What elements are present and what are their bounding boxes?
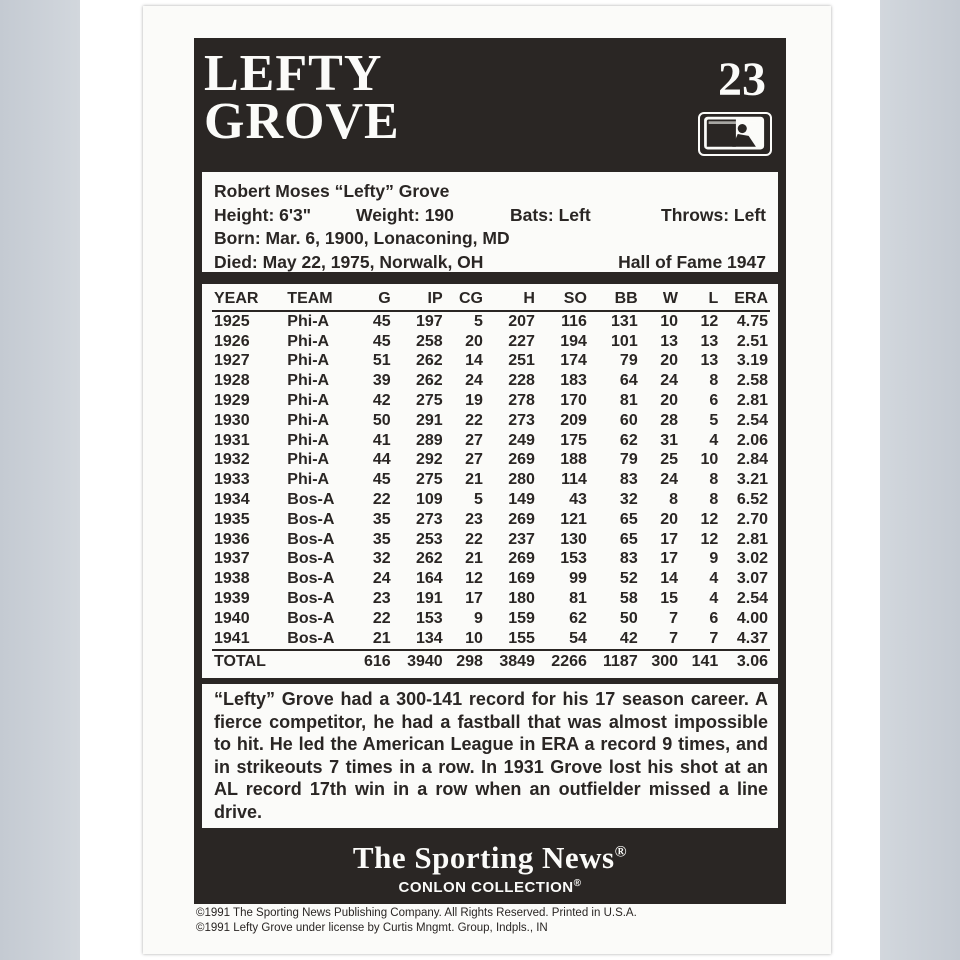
stats-cell-year: 1933	[214, 471, 250, 489]
table-row	[212, 332, 770, 352]
stats-cell-bb: 42	[619, 629, 638, 647]
stats-cell-l: 13	[700, 332, 719, 350]
stats-cell-g: 42	[372, 392, 391, 410]
stats-cell-era: 2.06	[736, 431, 768, 449]
career-stats-panel	[202, 284, 778, 678]
stats-cell-l: 13	[700, 352, 719, 370]
stats-cell-team: Phi-A	[287, 392, 330, 410]
stats-cell-era: 2.58	[736, 372, 768, 390]
stats-cell-year: 1926	[214, 332, 250, 350]
stats-cell-team: Phi-A	[287, 411, 330, 429]
card-header	[194, 38, 786, 168]
stats-cell-so: 81	[569, 590, 587, 608]
stats-cell-ip: 275	[415, 392, 443, 410]
table-row	[212, 589, 770, 609]
stats-cell-year: 1927	[214, 352, 250, 370]
stats-cell-ip: 153	[415, 609, 443, 627]
table-row	[212, 311, 770, 332]
stats-cell-cg: 27	[465, 431, 483, 449]
stats-cell-team: Bos-A	[287, 550, 335, 568]
stats-cell-w: 24	[660, 372, 679, 390]
stats-cell-ip: 262	[415, 550, 443, 568]
stats-cell-year: 1941	[214, 629, 250, 647]
registered-mark: ®	[614, 843, 628, 861]
stats-cell-bb: 62	[619, 431, 638, 449]
stats-cell-g: 50	[372, 411, 391, 429]
stats-cell-ip: 197	[415, 312, 443, 330]
stats-cell-h: 149	[508, 491, 535, 509]
stats-cell-bb: 58	[619, 590, 638, 608]
stats-cell-so: 99	[569, 570, 587, 588]
stats-cell-ip: 262	[415, 352, 443, 370]
stats-header-g: G	[352, 288, 392, 311]
stats-cell-team	[285, 650, 352, 673]
stats-cell-ip: 134	[415, 629, 443, 647]
stats-header-bb: BB	[589, 288, 640, 311]
height-value: Height: 6'3"	[214, 204, 312, 225]
player-bio-panel	[202, 172, 778, 272]
stats-cell-h: 273	[508, 411, 535, 429]
stats-cell-bb: 83	[619, 471, 638, 489]
stats-cell-so: 175	[560, 431, 587, 449]
stats-cell-era: 2.51	[736, 332, 768, 350]
stats-cell-ip: 258	[415, 332, 443, 350]
stats-cell-cg: 24	[465, 372, 483, 390]
born-value: Born: Mar. 6, 1900, Lonaconing, MD	[214, 228, 510, 249]
stats-cell-bb: 101	[611, 332, 638, 350]
stats-cell-bb: 65	[619, 530, 638, 548]
stats-cell-h: 169	[508, 570, 535, 588]
stats-cell-cg: 9	[474, 609, 483, 627]
stats-cell-era: 4.37	[736, 629, 768, 647]
stats-cell-g: 35	[372, 530, 391, 548]
stats-cell-team: Bos-A	[287, 530, 335, 548]
brand-name: The Sporting News	[352, 840, 615, 875]
stats-cell-era: 3.21	[736, 471, 768, 489]
stats-cell-g: 44	[372, 451, 391, 469]
stats-cell-so: 43	[569, 491, 587, 509]
brand-logo-text	[194, 840, 786, 876]
stats-cell-cg: 19	[465, 392, 483, 410]
stats-cell-w: 25	[660, 451, 679, 469]
stats-cell-era: 2.54	[736, 411, 768, 429]
stats-cell-bb: 64	[619, 372, 638, 390]
stats-cell-cg: 14	[465, 352, 483, 370]
table-row	[212, 510, 770, 530]
stats-cell-h: 237	[508, 530, 535, 548]
table-row	[212, 530, 770, 550]
stats-cell-l: 6	[709, 392, 719, 410]
table-row	[212, 451, 770, 471]
stats-cell-l: 10	[700, 451, 719, 469]
stats-cell-team: Bos-A	[287, 491, 335, 509]
stats-cell-l: 8	[709, 471, 719, 489]
stats-cell-h: 269	[508, 510, 535, 528]
stats-cell-cg: 22	[465, 411, 483, 429]
weight-value: Weight: 190	[356, 204, 454, 225]
stats-table	[212, 288, 770, 673]
stats-cell-cg: 17	[465, 590, 483, 608]
stats-cell-h: 180	[508, 590, 535, 608]
card-number: 23	[718, 53, 766, 106]
stats-header-h: H	[485, 288, 537, 311]
background-left	[0, 0, 80, 960]
hall-of-fame-value: Hall of Fame 1947	[618, 251, 766, 272]
stats-cell-so: 54	[569, 629, 587, 647]
stats-cell-h: 249	[508, 431, 535, 449]
stats-cell-w: 300	[640, 650, 680, 673]
stats-cell-ip: 109	[415, 491, 443, 509]
stats-cell-h: 207	[508, 312, 535, 330]
stats-cell-year: 1930	[214, 411, 250, 429]
stats-cell-cg: 23	[465, 510, 483, 528]
stats-cell-g: 35	[372, 510, 391, 528]
stats-cell-year: 1925	[214, 312, 250, 330]
stats-cell-year: 1929	[214, 392, 250, 410]
stats-cell-so: 116	[561, 312, 587, 330]
stats-cell-g: 23	[372, 590, 391, 608]
stats-cell-cg: 12	[465, 570, 483, 588]
stats-header-w: W	[640, 288, 680, 311]
stats-cell-g: 41	[372, 431, 391, 449]
stats-cell-g: 616	[352, 650, 392, 673]
stats-cell-cg: 5	[474, 491, 483, 509]
stats-cell-team: Bos-A	[287, 590, 335, 608]
stats-cell-g: 22	[372, 609, 391, 627]
stats-cell-w: 7	[669, 609, 679, 627]
stats-cell-bb: 60	[619, 411, 638, 429]
stats-cell-w: 14	[660, 570, 679, 588]
stats-cell-bb: 79	[619, 451, 638, 469]
stats-cell-w: 17	[660, 550, 679, 568]
stats-cell-g: 45	[372, 471, 391, 489]
stats-cell-so: 153	[560, 550, 587, 568]
stats-header-cg: CG	[445, 288, 485, 311]
stats-cell-ip: 164	[415, 570, 443, 588]
stats-cell-year: 1938	[214, 570, 250, 588]
stats-cell-l: 8	[709, 372, 719, 390]
stats-cell-year: 1939	[214, 590, 250, 608]
table-row	[212, 629, 770, 650]
stats-cell-team: Bos-A	[287, 510, 335, 528]
stats-cell-g: 24	[372, 570, 391, 588]
stats-cell-w: 7	[669, 629, 679, 647]
legal-text	[196, 906, 816, 936]
stats-cell-w: 13	[660, 332, 679, 350]
stats-cell-w: 31	[660, 431, 679, 449]
collection-label: CONLON COLLECTION	[398, 879, 574, 896]
stats-cell-ip: 291	[415, 411, 443, 429]
full-name: Robert Moses “Lefty” Grove	[214, 181, 450, 202]
stats-cell-cg: 5	[474, 312, 483, 330]
collection-registered-mark: ®	[573, 878, 582, 889]
stats-cell-h: 269	[508, 451, 535, 469]
stats-cell-l: 7	[709, 629, 719, 647]
stats-cell-g: 45	[372, 332, 391, 350]
stats-cell-team: Phi-A	[287, 431, 330, 449]
player-first-name: LEFTY	[204, 45, 383, 102]
stats-cell-year: 1940	[214, 609, 250, 627]
player-last-name: GROVE	[204, 93, 400, 150]
stats-cell-bb: 50	[619, 609, 638, 627]
stats-cell-era: 4.75	[736, 312, 768, 330]
player-blurb: “Lefty” Grove had a 300-141 record for his 17 season career. A fierce competitor, he had a fastball that was almost impossible to hit. He led the American League in ERA a record 9 times, and in strikeouts 7 times in a row. In 1931 Grove lost his shot at an AL record 17th win in a row when an outfielder missed a line drive.	[202, 684, 778, 828]
table-row	[212, 470, 770, 490]
stats-cell-year: 1935	[214, 510, 250, 528]
brand-footer	[194, 834, 786, 904]
stats-cell-era: 3.19	[736, 352, 768, 370]
table-row	[212, 411, 770, 431]
stats-cell-l: 12	[700, 510, 719, 528]
stats-body	[212, 311, 770, 673]
stats-cell-l: 8	[709, 491, 719, 509]
stats-cell-h: 159	[508, 609, 535, 627]
baseball-card-back	[143, 6, 831, 954]
stats-cell-h: 269	[508, 550, 535, 568]
stats-cell-ip: 262	[415, 372, 443, 390]
stats-cell-w: 20	[660, 510, 679, 528]
stats-cell-year: TOTAL	[212, 650, 285, 673]
stats-cell-so: 209	[560, 411, 587, 429]
stats-cell-bb: 1187	[589, 650, 640, 673]
stats-cell-era: 2.54	[736, 590, 768, 608]
stats-cell-era: 3.06	[720, 650, 770, 673]
stats-cell-team: Phi-A	[287, 372, 330, 390]
stats-cell-bb: 81	[619, 392, 638, 410]
stats-cell-h: 278	[508, 392, 535, 410]
collection-name	[194, 878, 786, 896]
stats-cell-bb: 83	[619, 550, 638, 568]
stats-cell-w: 20	[660, 352, 679, 370]
card-frame	[194, 38, 786, 904]
stats-cell-so: 62	[569, 609, 587, 627]
stats-cell-w: 15	[660, 590, 679, 608]
stats-cell-so: 121	[560, 510, 587, 528]
stats-cell-so: 194	[560, 332, 587, 350]
stats-cell-team: Bos-A	[287, 609, 335, 627]
stats-cell-so: 114	[561, 471, 587, 489]
stats-cell-ip: 191	[415, 590, 443, 608]
stats-cell-h: 251	[508, 352, 535, 370]
stats-cell-so: 183	[560, 372, 587, 390]
table-row	[212, 569, 770, 589]
stats-cell-year: 1937	[214, 550, 250, 568]
stats-cell-team: Phi-A	[287, 352, 330, 370]
stats-cell-cg: 21	[465, 550, 483, 568]
stats-cell-l: 4	[709, 570, 719, 588]
stats-cell-l: 12	[700, 312, 719, 330]
background-right	[880, 0, 960, 960]
stats-cell-h: 228	[508, 372, 535, 390]
stats-cell-h: 227	[508, 332, 535, 350]
stats-cell-team: Bos-A	[287, 570, 335, 588]
stats-cell-bb: 131	[611, 312, 638, 330]
stats-header-ip: IP	[393, 288, 445, 311]
stats-cell-w: 8	[669, 491, 679, 509]
stats-cell-so: 2266	[537, 650, 589, 673]
bats-value: Bats: Left	[510, 204, 591, 225]
table-row	[212, 352, 770, 372]
stats-cell-w: 28	[660, 411, 679, 429]
stats-header-so: SO	[537, 288, 589, 311]
stats-cell-so: 188	[560, 451, 587, 469]
stats-cell-bb: 65	[619, 510, 638, 528]
stats-cell-year: 1932	[214, 451, 250, 469]
stats-cell-cg: 10	[465, 629, 483, 647]
stats-cell-team: Phi-A	[287, 451, 330, 469]
stats-cell-era: 2.70	[736, 510, 768, 528]
stats-cell-era: 3.02	[736, 550, 768, 568]
stats-cell-g: 45	[372, 312, 391, 330]
table-row	[212, 490, 770, 510]
stats-cell-team: Phi-A	[287, 312, 330, 330]
table-row	[212, 550, 770, 570]
stats-cell-cg: 20	[465, 332, 483, 350]
stats-cell-bb: 79	[619, 352, 638, 370]
stats-cell-cg: 27	[465, 451, 483, 469]
stats-cell-g: 32	[372, 550, 391, 568]
stats-header-l: L	[680, 288, 720, 311]
mlb-licensed-logo-icon	[698, 112, 772, 156]
stats-header-team: TEAM	[285, 288, 352, 311]
table-row	[212, 609, 770, 629]
stats-cell-l: 4	[709, 590, 719, 608]
stats-cell-g: 21	[372, 629, 391, 647]
stats-cell-h: 155	[508, 629, 535, 647]
stats-cell-g: 51	[372, 352, 391, 370]
stats-cell-h: 280	[508, 471, 535, 489]
stats-cell-l: 5	[709, 411, 719, 429]
stats-cell-l: 6	[709, 609, 719, 627]
stats-cell-ip: 273	[415, 510, 443, 528]
stats-cell-l: 141	[680, 650, 720, 673]
stats-cell-cg: 298	[445, 650, 485, 673]
stats-cell-era: 3.07	[736, 570, 768, 588]
player-name	[204, 45, 400, 150]
stats-cell-ip: 275	[415, 471, 443, 489]
stats-cell-ip: 253	[415, 530, 443, 548]
legal-line-2: ©1991 Lefty Grove under license by Curtis Mngmt. Group, Indpls., IN	[196, 922, 548, 934]
legal-line-1: ©1991 The Sporting News Publishing Company. All Rights Reserved. Printed in U.S.A.	[196, 907, 637, 919]
stats-cell-h: 3849	[485, 650, 537, 673]
stats-cell-cg: 22	[465, 530, 483, 548]
stats-cell-so: 130	[560, 530, 587, 548]
throws-value: Throws: Left	[661, 204, 766, 225]
stats-cell-year: 1931	[214, 431, 250, 449]
stats-cell-l: 4	[709, 431, 719, 449]
stats-cell-bb: 52	[619, 570, 638, 588]
stats-cell-team: Bos-A	[287, 629, 335, 647]
table-row	[212, 391, 770, 411]
stats-cell-era: 2.81	[736, 392, 768, 410]
stats-header-year: YEAR	[212, 288, 285, 311]
stats-cell-era: 4.00	[736, 609, 768, 627]
stats-cell-team: Phi-A	[287, 471, 330, 489]
stats-header-era: ERA	[720, 288, 770, 311]
stats-cell-l: 12	[700, 530, 719, 548]
stats-cell-w: 17	[660, 530, 679, 548]
stats-header-row	[212, 288, 770, 311]
stats-cell-g: 22	[372, 491, 391, 509]
stats-cell-era: 2.84	[736, 451, 768, 469]
stats-cell-l: 9	[709, 550, 719, 568]
stats-cell-bb: 32	[619, 491, 638, 509]
stats-cell-w: 10	[660, 312, 679, 330]
table-row	[212, 371, 770, 391]
stats-cell-team: Phi-A	[287, 332, 330, 350]
stats-cell-w: 24	[660, 471, 679, 489]
table-row	[212, 431, 770, 451]
stats-cell-w: 20	[660, 392, 679, 410]
stats-cell-era: 2.81	[736, 530, 768, 548]
stats-cell-year: 1934	[214, 491, 250, 509]
stats-cell-cg: 21	[465, 471, 483, 489]
stats-total-row	[212, 650, 770, 673]
stats-cell-so: 170	[560, 392, 587, 410]
stats-cell-era: 6.52	[736, 491, 768, 509]
stats-cell-year: 1928	[214, 372, 250, 390]
stats-cell-ip: 292	[415, 451, 443, 469]
died-value: Died: May 22, 1975, Norwalk, OH	[214, 251, 484, 272]
stats-cell-ip: 3940	[393, 650, 445, 673]
stats-cell-so: 174	[560, 352, 587, 370]
stats-cell-g: 39	[372, 372, 391, 390]
stats-cell-ip: 289	[415, 431, 443, 449]
stats-cell-year: 1936	[214, 530, 250, 548]
